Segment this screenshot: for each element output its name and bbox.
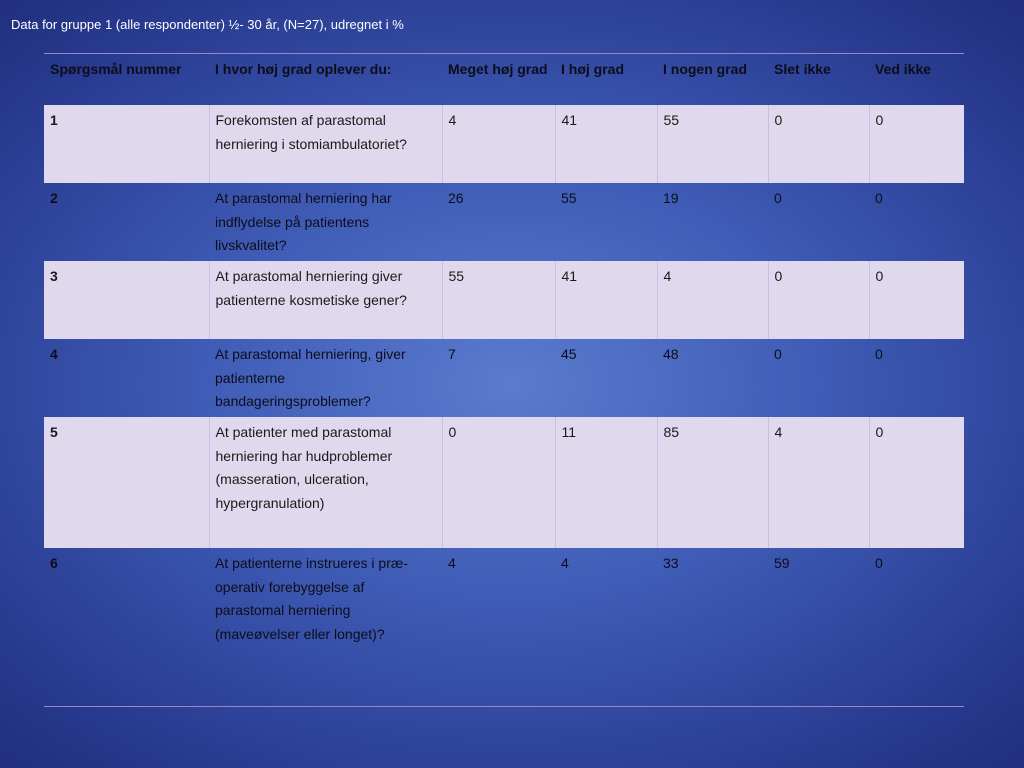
cell-high-degree: 45 <box>561 346 577 362</box>
column-header-not-at-all: Slet ikke <box>774 61 831 77</box>
table-row <box>44 261 964 339</box>
column-header-dont-know: Ved ikke <box>875 61 932 77</box>
cell-dont-know: 0 <box>875 555 883 571</box>
question-number: 2 <box>50 190 58 206</box>
table-header-row <box>44 54 964 105</box>
cell-not-at-all: 0 <box>768 261 869 339</box>
question-text: Forekomsten af parastomal herniering i stomiambulatoriet? <box>209 105 442 183</box>
cell-some-degree: 19 <box>663 190 679 206</box>
cell-very-high-degree: 4 <box>448 555 456 571</box>
question-number: 6 <box>50 555 58 571</box>
question-number: 3 <box>44 261 209 339</box>
table-row <box>44 183 964 261</box>
column-header-question: I hvor høj grad oplever du: <box>215 61 392 77</box>
cell-dont-know: 0 <box>875 346 883 362</box>
table-row <box>44 548 964 705</box>
column-header-some-degree: I nogen grad <box>663 61 747 77</box>
question-text: At parastomal herniering giver patienterne kosmetiske gener? <box>209 261 442 339</box>
table-row <box>44 417 964 548</box>
cell-some-degree: 55 <box>657 105 768 183</box>
cell-not-at-all: 0 <box>768 105 869 183</box>
cell-some-degree: 33 <box>663 555 679 571</box>
cell-high-degree: 4 <box>561 555 569 571</box>
cell-dont-know: 0 <box>869 261 964 339</box>
cell-very-high-degree: 4 <box>442 105 555 183</box>
question-number: 1 <box>44 105 209 183</box>
cell-high-degree: 41 <box>555 261 657 339</box>
question-number: 4 <box>50 346 58 362</box>
cell-dont-know: 0 <box>869 105 964 183</box>
table-bottom-rule <box>44 706 964 707</box>
cell-high-degree: 55 <box>561 190 577 206</box>
cell-very-high-degree: 26 <box>448 190 464 206</box>
cell-high-degree: 11 <box>555 417 657 548</box>
cell-dont-know: 0 <box>869 417 964 548</box>
table-row <box>44 105 964 183</box>
cell-not-at-all: 0 <box>774 190 782 206</box>
question-text: At parastomal herniering har indflydelse på patientens livskvalitet? <box>215 190 392 253</box>
question-text: At patienter med parastomal herniering har hudproblemer (masseration, ulceration, hypergranulation) <box>209 417 442 548</box>
cell-some-degree: 85 <box>657 417 768 548</box>
column-header-very-high-degree: Meget høj grad <box>448 61 548 77</box>
cell-some-degree: 48 <box>663 346 679 362</box>
question-text: At patienterne instrueres i præ-operativ forebyggelse af parastomal herniering (maveøvelser eller longet)? <box>215 555 408 642</box>
table-row <box>44 339 964 417</box>
cell-very-high-degree: 55 <box>442 261 555 339</box>
cell-not-at-all: 4 <box>768 417 869 548</box>
column-header-high-degree: I høj grad <box>561 61 624 77</box>
cell-not-at-all: 0 <box>774 346 782 362</box>
question-number: 5 <box>44 417 209 548</box>
cell-very-high-degree: 0 <box>442 417 555 548</box>
cell-very-high-degree: 7 <box>448 346 456 362</box>
cell-not-at-all: 59 <box>774 555 790 571</box>
question-text: At parastomal herniering, giver patienterne bandageringsproblemer? <box>215 346 406 409</box>
cell-dont-know: 0 <box>875 190 883 206</box>
cell-high-degree: 41 <box>555 105 657 183</box>
slide-title: Data for gruppe 1 (alle respondenter) ½- 30 år, (N=27), udregnet i % <box>11 17 404 32</box>
cell-some-degree: 4 <box>657 261 768 339</box>
survey-table <box>44 54 964 705</box>
column-header-question-number: Spørgsmål nummer <box>50 61 182 77</box>
